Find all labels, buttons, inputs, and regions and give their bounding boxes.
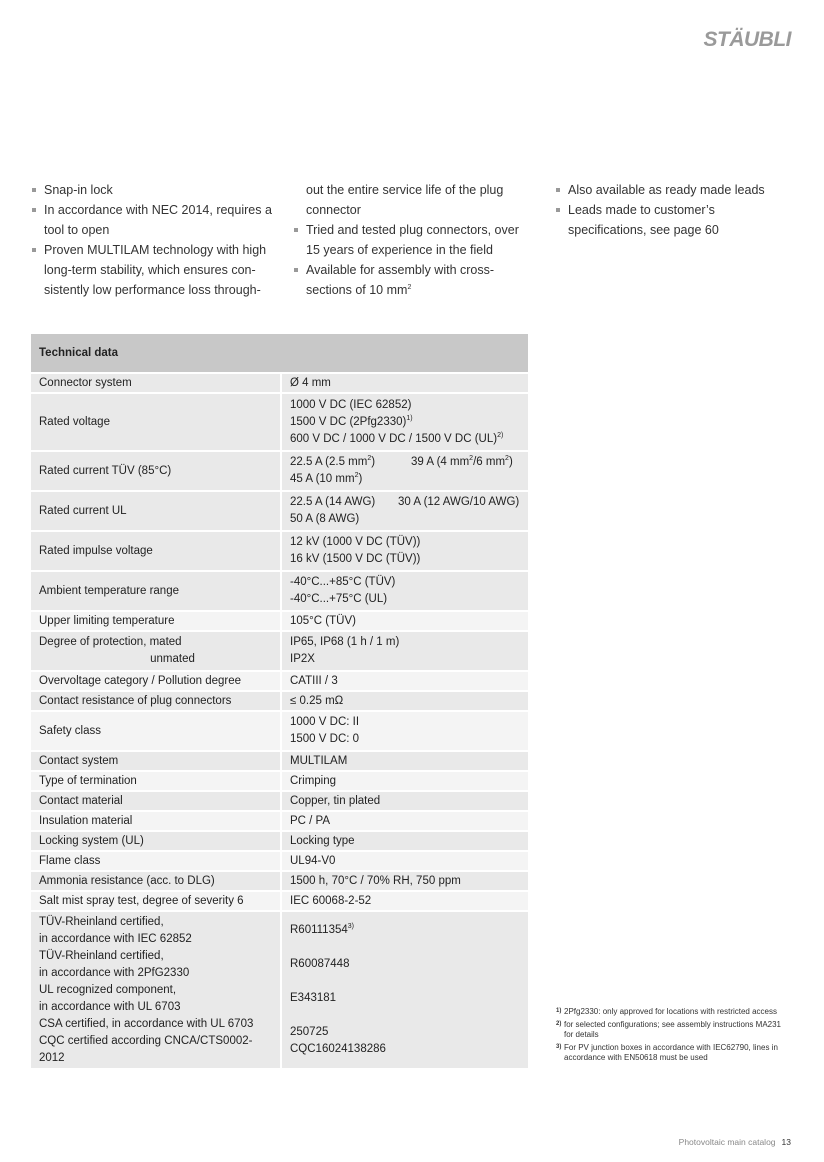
bullet-line: connector [306, 203, 361, 217]
footnote: 2) for selected configurations; see assembly instructions MA231 for details [556, 1019, 781, 1039]
bullet-line: Leads made to customer’s [556, 200, 786, 220]
bullet-line: Tried and tested plug connectors, over [294, 220, 534, 240]
footnote: 3) For PV junction boxes in accordance with IEC62790, lines in accordance with EN50618 must be used [556, 1042, 778, 1062]
bullet-line: sistently low performance loss through- [44, 283, 261, 297]
table-row: Contact resistance of plug connectors ≤ 0.25 mΩ [31, 691, 528, 711]
bullet-line: specifications, see page 60 [568, 223, 719, 237]
bullet-line: tool to open [44, 223, 110, 237]
table-row: Locking system (UL) Locking type [31, 831, 528, 851]
bullet-line: Proven MULTILAM technology with high [32, 240, 272, 260]
table-row: Insulation material PC / PA [31, 811, 528, 831]
table-row: Ambient temperature range -40°C...+85°C (TÜV) -40°C...+75°C (UL) [31, 571, 528, 611]
table-row: Rated current TÜV (85°C) 22.5 A (2.5 $mm^2$) 39 A (4 $mm^2/6$ $mm^2$) 45 A (10 $mm^2$) [31, 451, 528, 491]
bullet-line: sections of 10 $mm^2$ [306, 283, 412, 297]
bullet-line: long-term stability, which ensures con- [44, 263, 256, 277]
bullet-line: Also available as ready made leads [556, 180, 786, 200]
feature-list-col2 [294, 180, 534, 300]
footnote: 1) 2Pfg2330: only approved for locations with restricted access [556, 1007, 778, 1016]
bullet-line: Available for assembly with cross- [294, 260, 534, 280]
bullet-line: Snap-in lock [32, 180, 272, 200]
table-row-certifications: TÜV-Rheinland certified, in accordance with IEC 62852 TÜV-Rheinland certified, in accordance with 2PfG2330 UL recognized component, in accordance with UL 6703 CSA certified, in accordance with UL 6703 CQC certified according CNCA/CTS0002-2012 R60111354$^{3)}$ R60087448 E343181 250725 CQC16024138286 [31, 911, 528, 1069]
feature-list-col3 [556, 180, 786, 240]
table-row: Rated impulse voltage 12 kV (1000 V DC (TÜV)) 16 kV (1500 V DC (TÜV)) [31, 531, 528, 571]
table-row: Contact material Copper, tin plated [31, 791, 528, 811]
footnotes [556, 1007, 792, 1066]
table-row: Overvoltage category / Pollution degree CATIII / 3 [31, 671, 528, 691]
page-footer [679, 1137, 791, 1147]
table-row: Flame class UL94-V0 [31, 851, 528, 871]
table-row: Safety class 1000 V DC: II 1500 V DC: 0 [31, 711, 528, 751]
table-row: Upper limiting temperature 105°C (TÜV) [31, 611, 528, 631]
table-row: Contact system MULTILAM [31, 751, 528, 771]
bullet-line: 15 years of experience in the field [306, 243, 493, 257]
table-row: Rated current UL 22.5 A (14 AWG) 30 A (12 AWG/10 AWG) 50 A (8 AWG) [31, 491, 528, 531]
feature-list-col1 [32, 180, 272, 300]
staubli-logo: STÄUBLI [703, 28, 791, 51]
table-row: Rated voltage 1000 V DC (IEC 62852) 1500 V DC $(2Pfg2330)^{1)}$ 600 V DC / 1000 V DC / 1500 V DC (UL)$^{2)}$ [31, 393, 528, 451]
table-row: Ammonia resistance (acc. to DLG) 1500 h, 70°C / 70% RH, 750 ppm [31, 871, 528, 891]
technical-data-table [31, 334, 528, 1070]
table-row: Type of termination Crimping [31, 771, 528, 791]
table-row: Connector system Ø 4 mm [31, 373, 528, 393]
bullet-line: In accordance with NEC 2014, requires a [32, 200, 272, 220]
table-row: Salt mist spray test, degree of severity 6 IEC 60068-2-52 [31, 891, 528, 911]
bullet-line: out the entire service life of the plug [306, 183, 504, 197]
table-title: Technical data [31, 334, 528, 373]
page-number: 13 [781, 1137, 791, 1147]
catalog-name: Photovoltaic main catalog [678, 1137, 776, 1147]
table-row: Degree of protection, mated unmated IP65, IP68 (1 h / 1 m) IP2X [31, 631, 528, 671]
